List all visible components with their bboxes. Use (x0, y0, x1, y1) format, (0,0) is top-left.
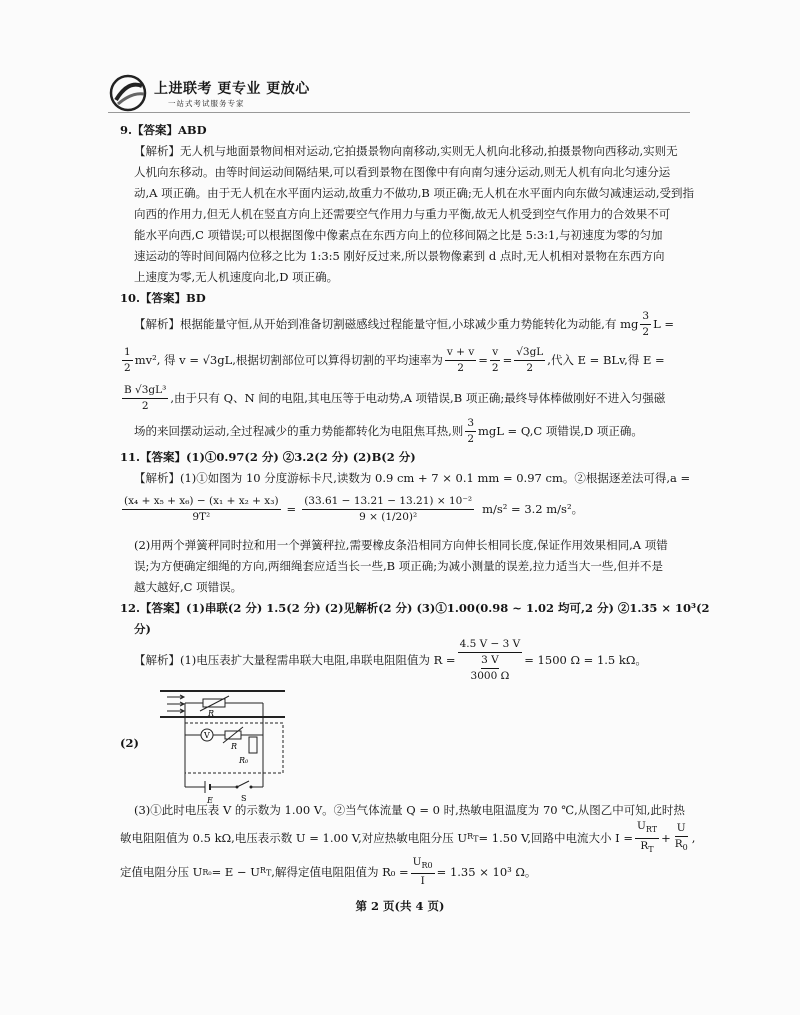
svg-text:S: S (241, 794, 247, 803)
svg-text:V: V (204, 731, 210, 740)
fraction: $\frac{√3gL}{2}$ (516, 345, 544, 374)
q10-line-1: 【解析】根据能量守恒,从开始到准备切割磁感线过程能量守恒,小球减少重力势能转化为动能,有 mg $\frac{3}{2}$ L = (134, 309, 675, 338)
q9-line-3: 动,A 项正确。由于无人机在水平面内运动,故重力不做功,B 项正确;无人机在水平面内向东做匀减速运动,受到指 (134, 186, 695, 200)
q12-part3 (120, 800, 696, 889)
fraction: $\frac{v}{2}$ (491, 345, 499, 374)
q10-answer: 10.【答案】BD (120, 291, 206, 305)
svg-text:R: R (208, 709, 215, 718)
q9-line-2: 人机向东移动。由等时间运动间隔结果,可以看到景物在图像中有向南匀速分运动,则无人机有向北匀速分运 (134, 165, 671, 179)
q9-line-4: 向西的作用力,但无人机在竖直方向上还需要空气作用力与重力平衡,故无人机受到空气作用力的合效果不可 (134, 207, 671, 221)
fraction: $\frac{\text{B √3gL³}}{2}$ (124, 383, 167, 412)
q12-line-4: 定值电阻分压 U R₀ = E − U $R_T$ ,解得定值电阻阻值为 R₀ = $\frac{U_{R0}}{I}$ = 1.35 × 10³ Ω。 (120, 855, 537, 888)
q10-line-4: 场的来回摆动运动,全过程减少的重力势能都转化为电阻焦耳热,则 $\frac{3}{2}$ mgL = Q,C 项错误,D 项正确。 (134, 416, 643, 445)
page-header (108, 74, 408, 114)
fraction: $\frac{U_{R0}}{I}$ (412, 855, 433, 888)
header-divider (108, 112, 690, 113)
brand-name: 上进联考 更专业 更放心 (154, 81, 310, 97)
fraction: $\frac{1}{2}$ (124, 345, 131, 374)
resistor-r0 (249, 737, 257, 753)
q11-formula: $\frac{\text{(x₄ + x₅ + x₆) − (x₁ + x₂ + x₃)}}{\text{9T²}}$ = $\frac{\text{(33.61 − 13.21 − 13.21) × 10⁻²}}{\text{9 × (1/20)²}}$ m/s² = 3.2 m/s²。 (124, 494, 584, 523)
q11-line-2: (2)用两个弹簧秤同时拉和用一个弹簧秤拉,需要橡皮条沿相同方向伸长相同长度,保证作用效果相同,A 项错 (134, 538, 668, 552)
q12-line-2: (3)①此时电压表 V 的示数为 1.00 V。②当气体流量 Q = 0 时,热敏电阻温度为 70 ℃,从图乙中可知,此时热 (134, 803, 685, 817)
answer-content (120, 120, 710, 682)
brand-tagline: 一站式考试服务专家 (168, 99, 245, 108)
fraction: $\frac{U}{R_0}$ (674, 821, 688, 853)
circuit-diagram (145, 683, 285, 805)
q10-line-3: $\frac{\text{B √3gL³}}{2}$ ,由于只有 Q、N 间的电阻,其电压等于电动势,A 项错误,B 项正确;最终导体棒做刚好不进入匀强磁 (124, 383, 666, 412)
fraction: $\frac{v + v}{2}$ (446, 345, 475, 374)
q10-line-2: $\frac{1}{2}$ mv², 得 v = √3gL,根据切割部位可以算得切割的平均速率为 $\frac{v + v}{2}$ = $\frac{v}{2}$ = $\frac{√3gL}{2}$ ,代入 E = BLv,得 E = (124, 345, 665, 374)
svg-text:E: E (207, 796, 213, 805)
q9-line-7: 上速度为零,无人机速度向北,D 项正确。 (134, 270, 339, 284)
q11-answer: 11.【答案】(1)①0.97(2 分) ②3.2(2 分) (2)B(2 分) (120, 450, 416, 464)
q9-line-6: 速运动的等时间间隔内位移之比为 1:3:5 刚好反过来,所以景物像素到 d 点时,无人机相对景物在东西方向 (134, 249, 665, 263)
page-number: 第 2 页(共 4 页) (355, 899, 445, 913)
logo-icon (108, 74, 152, 112)
switch-icon (237, 781, 249, 787)
fraction: $\frac{\text{(x₄ + x₅ + x₆) − (x₁ + x₂ + x₃)}}{\text{9T²}}$ (124, 494, 279, 523)
flow-arrow-icons (167, 695, 184, 713)
fraction: $\frac{\text{(33.61 − 13.21 − 13.21) × 10⁻²}}{\text{9 × (1/20)²}}$ (304, 494, 473, 523)
q11-line-1: 【解析】(1)①如图为 10 分度游标卡尺,读数为 0.9 cm + 7 × 0.1 mm = 0.97 cm。②根据逐差法可得,a = (134, 471, 691, 485)
fraction: $\frac{3}{2}$ (467, 416, 474, 445)
q9-line-1: 【解析】无人机与地面景物间相对运动,它拍摄景物向南移动,实则无人机向北移动,拍摄景物向西移动,实则无 (134, 144, 678, 158)
svg-text:R₀: R₀ (239, 756, 249, 765)
fraction: 4.5 V − 3 V 3 V 3000 Ω (459, 637, 521, 682)
q11-line-3: 误;为方便确定细绳的方向,两细绳套应适当长一些,B 项正确;为减小测量的误差,拉力适当大一些,但并不是 (134, 559, 663, 573)
q9-answer: 9.【答案】ABD (120, 123, 207, 137)
q12-line-1: 【解析】(1)电压表扩大量程需串联大电阻,串联电阻阻值为 R = 4.5 V − 3 V 3 V 3000 Ω = 1500 Ω = 1.5 kΩ。 (134, 637, 647, 682)
q12-line-3: 敏电阻阻值为 0.5 kΩ,电压表示数 U = 1.00 V,对应热敏电阻分压 U $R_T$ = 1.50 V,回路中电流大小 I = $\frac{U_{RT}}{R_T}$ + $\frac{U}{R_0}$ , (120, 821, 692, 855)
fraction: $\frac{U_{RT}}{R_T}$ (636, 820, 658, 854)
figure-label: (2) (120, 736, 139, 750)
q11-line-4: 越大越好,C 项错误。 (134, 580, 243, 594)
fraction: $\frac{3}{2}$ (642, 309, 650, 338)
q9-line-5: 能水平向西,C 项错误;可以根据图像中像素点在东西方向上的位移间隔之比是 5:3:1,与初速度为零的匀加 (134, 228, 663, 242)
svg-text:R: R (231, 742, 238, 751)
q12-answer: 12.【答案】(1)串联(2 分) 1.5(2 分) (2)见解析(2 分) (3)①1.00(0.98 ~ 1.02 均可,2 分) ②1.35 × 10³(2 (120, 601, 710, 615)
q12-answer-cont: 分) (134, 622, 151, 636)
